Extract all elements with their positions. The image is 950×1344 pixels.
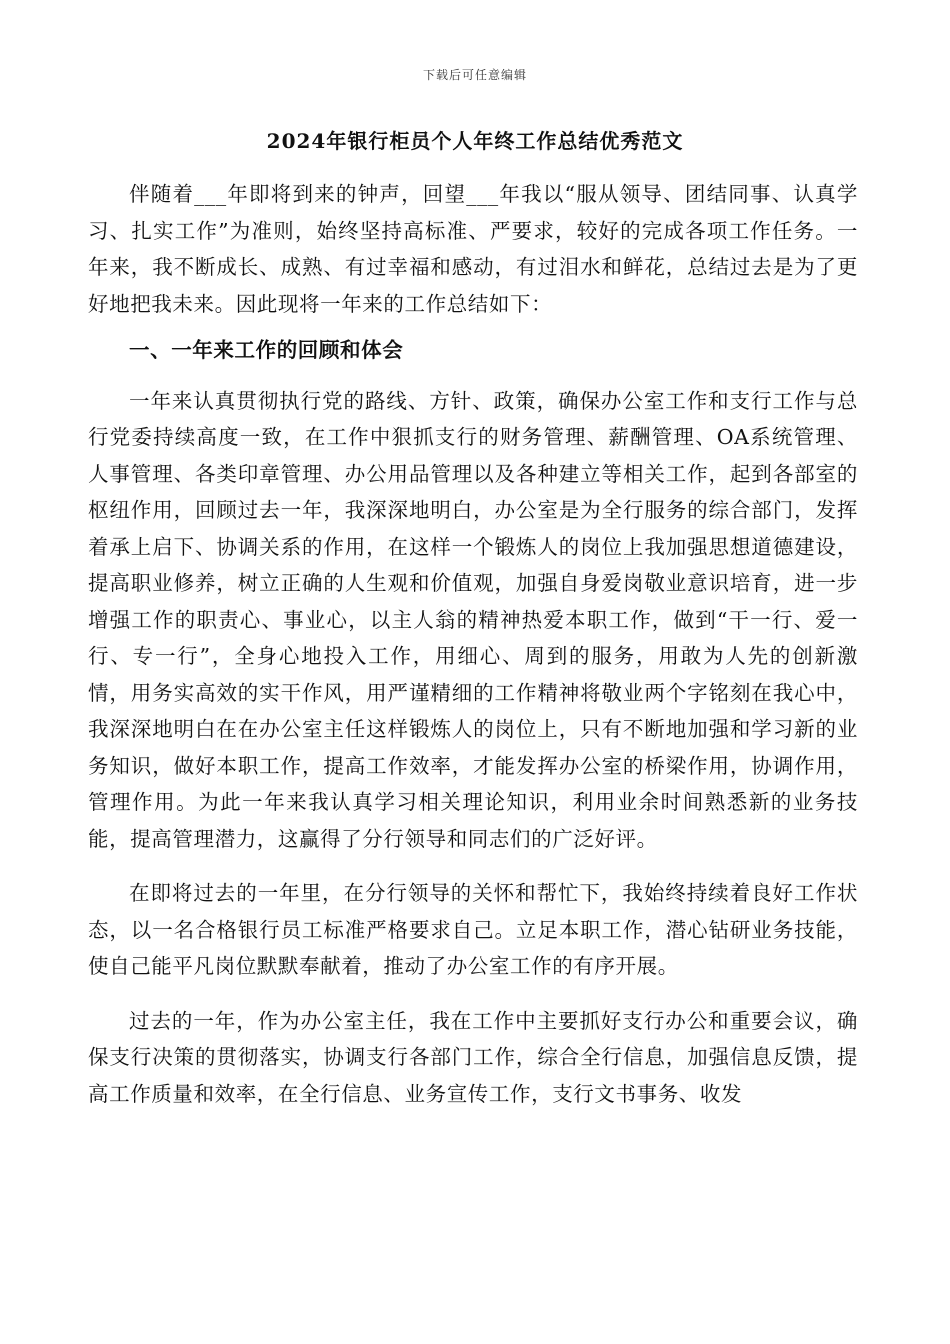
header-note: 下载后可任意编辑 [422,68,527,82]
document-body [88,176,858,1112]
body-paragraph: 过去的一年，作为办公室主任，我在工作中主要抓好支行办公和重要会议，确保支行决策的贯彻落实，协调支行各部门工作，综合全行信息，加强信息反馈，提高工作质量和效率，在全行信息、业务宣传工作，支行文书事务、收发 [88,1008,858,1106]
section-heading: 一、一年来工作的回顾和体会 [129,338,404,362]
document-title: 2024年银行柜员个人年终工作总结优秀范文 [266,129,684,153]
intro-paragraph: 伴随着___年即将到来的钟声，回望___年我以“服从领导、团结同事、认真学习、扎实工作”为准则，始终坚持高标准、严要求，较好的完成各项工作任务。一年来，我不断成长、成熟、有过幸福和感动，有过泪水和鲜花，总结过去是为了更好地把我未来。因此现将一年来的工作总结如下： [88,182,858,316]
body-paragraph: 在即将过去的一年里，在分行领导的关怀和帮忙下，我始终持续着良好工作状态，以一名合格银行员工标准严格要求自己。立足本职工作，潜心钻研业务技能，使自己能平凡岗位默默奉献着，推动了办公室工作的有序开展。 [88,881,858,978]
body-paragraph: 一年来认真贯彻执行党的路线、方针、政策，确保办公室工作和支行工作与总行党委持续高度一致，在工作中狠抓支行的财务管理、薪酬管理、OA系统管理、人事管理、各类印章管理、办公用品管理以及各种建立等相关工作，起到各部室的枢纽作用，回顾过去一年，我深深地明白，办公室是为全行服务的综合部门，发挥着承上启下、协调关系的作用，在这样一个锻炼人的岗位上我加强思想道德建设，提高职业修养，树立正确的人生观和价值观，加强自身爱岗敬业意识培育，进一步增强工作的职责心、事业心，以主人翁的精神热爱本职工作，做到“干一行、爱一行、专一行”，全身心地投入工作，用细心、周到的服务，用敢为人先的创新激情，用务实高效的实干作风，用严谨精细的工作精神将敬业两个字铭刻在我心中，我深深地明白在在办公室主任这样锻炼人的岗位上，只有不断地加强和学习新的业务知识，做好本职工作，提高工作效率，才能发挥办公室的桥梁作用，协调作用，管理作用。为此一年来我认真学习相关理论知识，利用业余时间熟悉新的业务技能，提高管理潜力，这赢得了分行领导和同志们的广泛好评。 [88,388,858,851]
